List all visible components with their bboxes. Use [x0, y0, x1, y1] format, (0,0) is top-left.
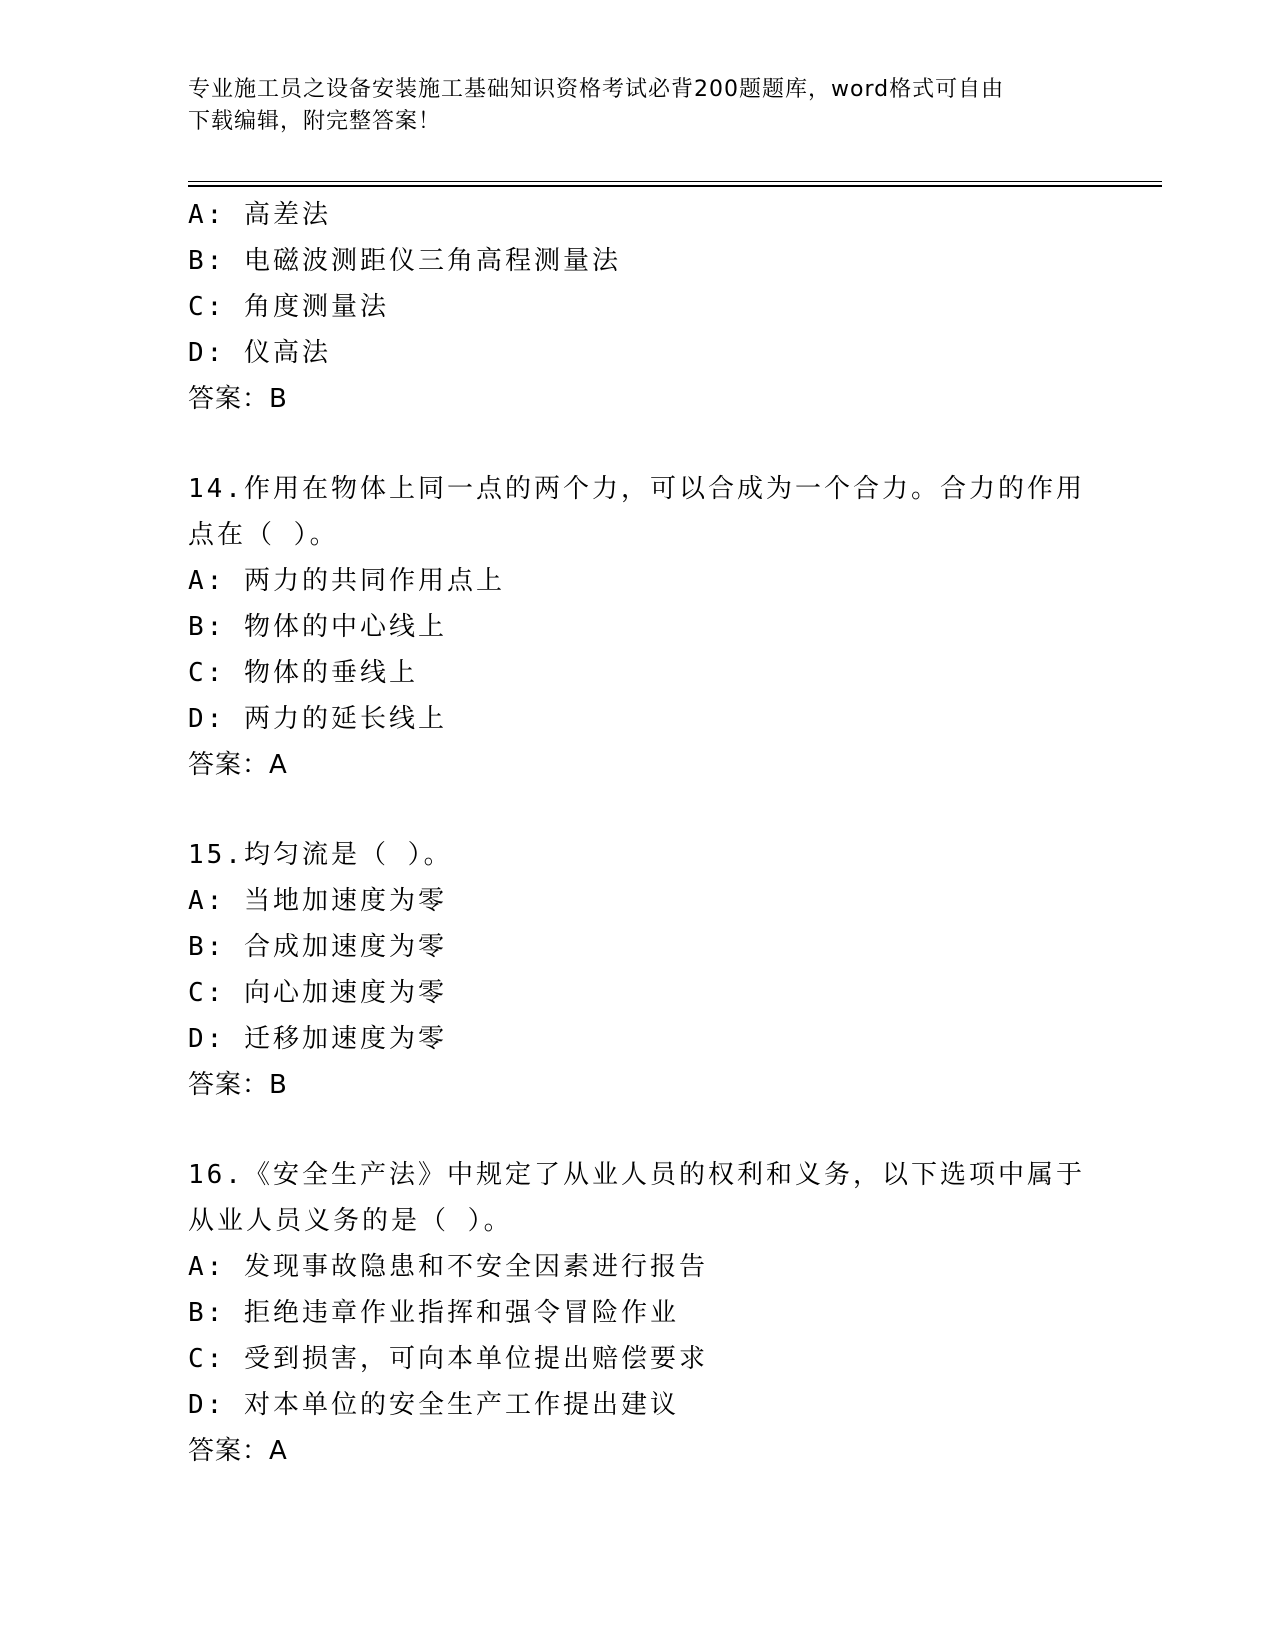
header-rule-thin — [188, 181, 1162, 182]
option-a: A: 高差法 — [188, 200, 331, 230]
answer: 答案：B — [188, 384, 288, 414]
question-15 — [188, 832, 1088, 1108]
question-text: 14.作用在物体上同一点的两个力，可以合成为一个合力。合力的作用点在（ ）。 — [188, 474, 1085, 550]
question-13-continued — [188, 192, 1088, 422]
question-text: 16.《安全生产法》中规定了从业人员的权利和义务，以下选项中属于从业人员义务的是（ ）。 — [188, 1160, 1085, 1236]
option-c: C: 角度测量法 — [188, 292, 389, 322]
question-14 — [188, 466, 1088, 788]
answer: 答案：A — [188, 1436, 288, 1466]
document-header — [188, 74, 1108, 138]
header-line-1: 专业施工员之设备安装施工基础知识资格考试必背200题题库，word格式可自由 — [188, 77, 1005, 102]
option-a: A: 两力的共同作用点上 — [188, 566, 505, 596]
option-c: C: 向心加速度为零 — [188, 978, 447, 1008]
answer: 答案：B — [188, 1070, 288, 1100]
question-text: 15.均匀流是（ ）。 — [188, 840, 453, 870]
option-d: D: 迁移加速度为零 — [188, 1024, 447, 1054]
option-d: D: 仪高法 — [188, 338, 331, 368]
option-b: B: 合成加速度为零 — [188, 932, 447, 962]
option-c: C: 受到损害，可向本单位提出赔偿要求 — [188, 1344, 708, 1374]
option-a: A: 发现事故隐患和不安全因素进行报告 — [188, 1252, 708, 1282]
question-16 — [188, 1152, 1088, 1474]
option-b: B: 拒绝违章作业指挥和强令冒险作业 — [188, 1298, 679, 1328]
option-b: B: 物体的中心线上 — [188, 612, 447, 642]
header-rule-thick — [188, 185, 1162, 187]
header-line-2: 下载编辑，附完整答案！ — [188, 109, 442, 134]
option-b: B: 电磁波测距仪三角高程测量法 — [188, 246, 621, 276]
question-list — [188, 192, 1088, 1474]
option-a: A: 当地加速度为零 — [188, 886, 447, 916]
option-d: D: 两力的延长线上 — [188, 704, 447, 734]
option-c: C: 物体的垂线上 — [188, 658, 418, 688]
answer: 答案：A — [188, 750, 288, 780]
option-d: D: 对本单位的安全生产工作提出建议 — [188, 1390, 679, 1420]
